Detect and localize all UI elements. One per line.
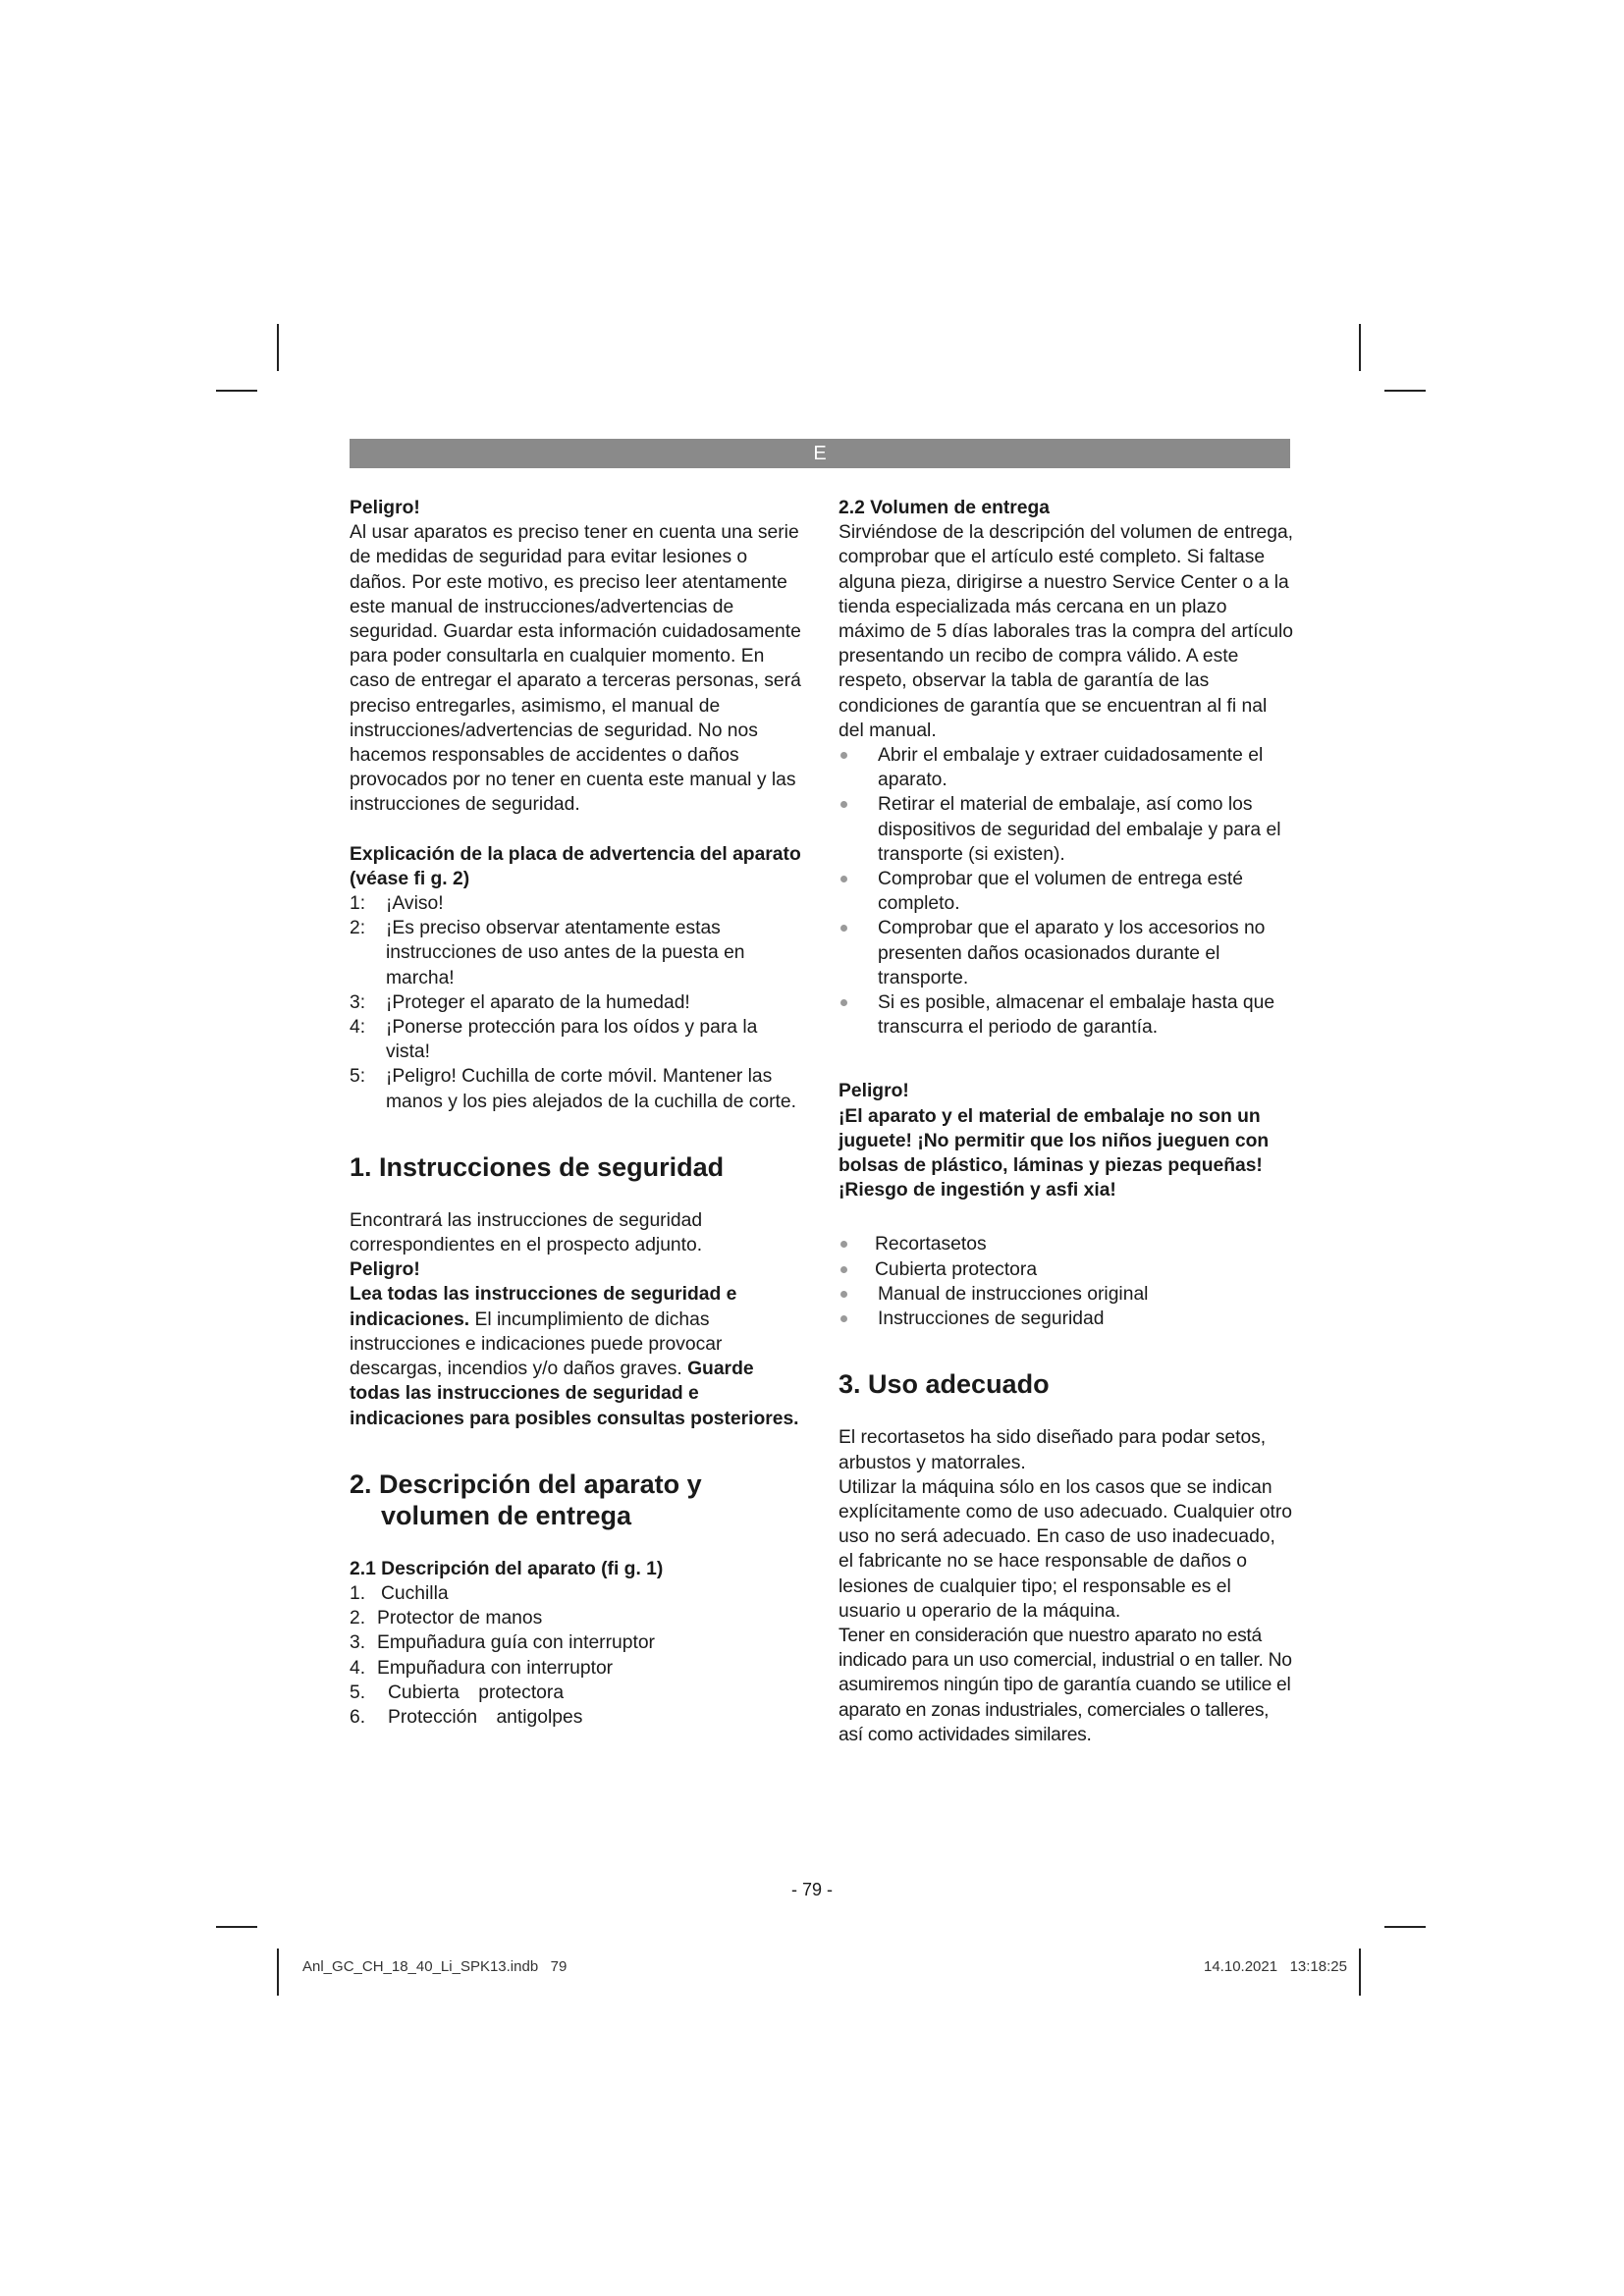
section3-paragraph: El recortasetos ha sido diseñado para podar setos, arbustos y matorrales. (839, 1427, 1267, 1473)
bullet-icon (840, 1291, 847, 1298)
danger-block (839, 1079, 1295, 1202)
section1-danger: Peligro! (350, 1259, 420, 1281)
section1-title: 1. Instrucciones de seguridad (350, 1151, 725, 1182)
intro-block (350, 496, 806, 818)
section2-1-block (350, 1557, 806, 1730)
right-column (839, 496, 1295, 1747)
list-item: Cubierta protectora (839, 1257, 1295, 1282)
crop-mark (277, 1949, 279, 1996)
section2-title: 2. Descripción del aparato y volumen de entrega (350, 1468, 702, 1530)
warning-plate-list (350, 891, 806, 1114)
intro-heading: Peligro! (350, 498, 420, 518)
list-item: 1: ¡Aviso! (350, 893, 444, 915)
crop-mark (1384, 390, 1426, 392)
page-number: - 79 - (790, 1880, 833, 1899)
bullet-icon (840, 876, 847, 882)
crop-mark (216, 390, 257, 392)
section3-paragraph: Utilizar la máquina sólo en los casos que se indican explícitamente como de uso adecuado. Cualquier otro uso no será adecuado. En caso de uso inadecuado, el fabricante no se hace responsable de daños o lesiones de cualquier tipo; el responsable es el usuario u operario de la máquina. (839, 1476, 1292, 1622)
list-item: 4: ¡Ponerse protección para los oídos y para la vista! (350, 1017, 758, 1063)
section1-block (350, 1208, 806, 1431)
list-item: Comprobar que el volumen de entrega esté completo. (839, 867, 1295, 916)
section3-paragraph: Tener en consideración que nuestro aparato no está indicado para un uso comercial, industrial o en taller. No asumiremos ningún tipo de garantía cuando se utilice el aparato en zonas industriales, comerciales o talleres, así como actividades similares. (839, 1625, 1292, 1745)
list-item: 5. Cubierta protectora (350, 1682, 565, 1703)
list-item: Retirar el material de embalaje, así como los dispositivos de seguridad del embalaje y para el transporte (si existen). (839, 792, 1295, 867)
bullet-icon (840, 752, 847, 759)
list-item: Manual de instrucciones original (839, 1282, 1295, 1307)
bullet-icon (840, 801, 847, 808)
section1-instructions: Lea todas las instrucciones de seguridad e indicaciones. El incumplimiento de dichas instrucciones e indicaciones puede provocar descargas, incendios y/o daños graves. Guarde todas las instrucciones de seguridad e indicaciones para posibles consultas posteriores. (350, 1284, 799, 1429)
list-item: Si es posible, almacenar el embalaje hasta que transcurra el periodo de garantía. (839, 990, 1295, 1040)
bullet-icon (840, 925, 847, 932)
crop-mark (1384, 1926, 1426, 1928)
warning-plate-block (350, 842, 806, 1114)
bullet-icon (840, 1315, 847, 1322)
crop-mark (216, 1926, 257, 1928)
list-item: Abrir el embalaje y extraer cuidadosamente el aparato. (839, 743, 1295, 792)
section3-title: 3. Uso adecuado (839, 1369, 1050, 1400)
list-item: Recortasetos (839, 1232, 1295, 1256)
unpack-list (839, 743, 1295, 1040)
language-tab: E (350, 439, 1290, 468)
list-item: 4. Empuñadura con interruptor (350, 1657, 614, 1679)
section2-1-heading: 2.1 Descripción del aparato (fi g. 1) (350, 1558, 664, 1579)
list-item: 6. Protección antigolpes (350, 1706, 583, 1728)
bullet-icon (840, 1241, 847, 1248)
section2-2-block (839, 496, 1295, 743)
list-item: 3: ¡Proteger el aparato de la humedad! (350, 991, 690, 1013)
warning-plate-heading: Explicación de la placa de advertencia del aparato (véase fi g. 2) (350, 843, 801, 889)
danger-text: ¡El aparato y el material de embalaje no son un juguete! ¡No permitir que los niños jueguen con bolsas de plástico, láminas y piezas pequeñas! ¡Riesgo de ingestión y asfi xia! (839, 1105, 1270, 1201)
bullet-icon (840, 999, 847, 1006)
delivery-list (839, 1232, 1295, 1331)
bullet-icon (840, 1266, 847, 1273)
section2-2-text: Sirviéndose de la descripción del volumen de entrega, comprobar que el artículo esté completo. Si faltase alguna pieza, dirigirse a nuestro Service Center o a la tienda especializada más cercana en un plazo máximo de 5 días laborales tras la compra del artículo presentando un recibo de compra válido. A este respeto, observar la tabla de garantía de las condiciones de garantía que se encuentran al fi nal del manual. (839, 522, 1294, 741)
list-item: 1. Cuchilla (350, 1582, 449, 1604)
crop-mark (1359, 1949, 1361, 1996)
danger-heading: Peligro! (839, 1081, 909, 1102)
crop-mark (1359, 324, 1361, 371)
list-item: Instrucciones de seguridad (839, 1307, 1295, 1331)
device-parts-list (350, 1581, 806, 1730)
footer-timestamp: 14.10.2021 13:18:25 (1204, 1958, 1347, 1975)
left-column (350, 496, 806, 1730)
section3-block (839, 1425, 1295, 1747)
list-item: 2. Protector de manos (350, 1608, 543, 1629)
crop-mark (277, 324, 279, 371)
list-item: Comprobar que el aparato y los accesorios no presenten daños ocasionados durante el transporte. (839, 916, 1295, 990)
list-item: 5: ¡Peligro! Cuchilla de corte móvil. Mantener las manos y los pies alejados de la cuchilla de corte. (350, 1066, 796, 1112)
list-item: 3. Empuñadura guía con interruptor (350, 1632, 655, 1654)
list-item: 2: ¡Es preciso observar atentamente estas instrucciones de uso antes de la puesta en marcha! (350, 918, 745, 988)
section2-2-heading: 2.2 Volumen de entrega (839, 498, 1051, 518)
intro-text: Al usar aparatos es preciso tener en cuenta una serie de medidas de seguridad para evitar lesiones o daños. Por este motivo, es preciso leer atentamente este manual de instrucciones/advertencias de seguridad. Guardar esta información cuidadosamente para poder consultarla en cualquier momento. En caso de entregar el aparato a terceras personas, será preciso entregarles, asimismo, el manual de instrucciones/advertencias de seguridad. No nos hacemos responsables de accidentes o daños provocados por no tener en cuenta este manual y las instrucciones de seguridad. (350, 522, 801, 816)
section1-text: Encontrará las instrucciones de seguridad correspondientes en el prospecto adjunto. (350, 1209, 703, 1256)
footer-filename: Anl_GC_CH_18_40_Li_SPK13.indb 79 (302, 1958, 568, 1975)
